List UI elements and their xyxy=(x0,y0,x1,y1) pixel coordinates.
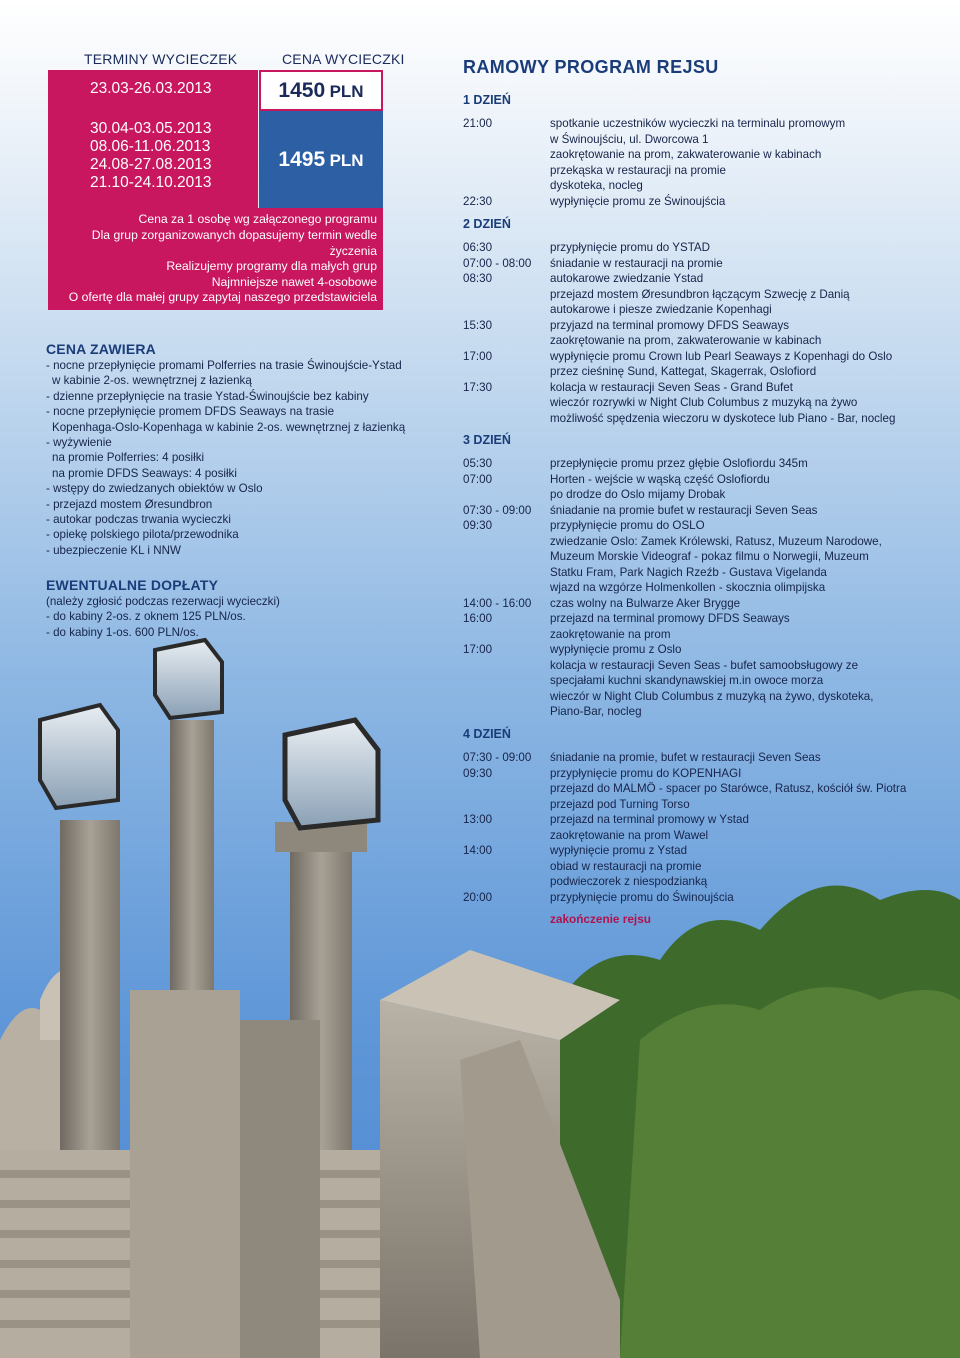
schedule-row xyxy=(463,503,923,519)
schedule-time xyxy=(463,673,550,689)
schedule-time: 17:00 xyxy=(463,643,493,656)
schedule-time: 08:30 xyxy=(463,272,493,285)
schedule-row xyxy=(463,642,923,658)
schedule-time: 07:30 - 09:00 xyxy=(463,503,532,517)
schedule-time: 17:30 xyxy=(463,380,493,394)
schedule-time xyxy=(463,658,550,674)
date-first: 23.03-26.03.2013 xyxy=(90,80,212,97)
schedule-description: przypłynięcie promu do YSTAD xyxy=(550,241,711,254)
schedule-description: przypłynięcie promu do Świnoujścia xyxy=(550,890,734,904)
schedule-description: specjałami kuchni skandynawskiej m.in owoce morza xyxy=(550,674,824,687)
schedule-description: przypłynięcie promu do OSLO xyxy=(550,519,705,532)
schedule-description: zaokrętowanie na prom, zakwaterowanie w kabinach xyxy=(550,148,822,161)
schedule-row xyxy=(463,828,923,844)
schedule-description: wypłynięcie promu ze Świnoujścia xyxy=(550,194,726,208)
schedule-description: możliwość spędzenia wieczoru w dyskotece lub Piano - Bar, nocleg xyxy=(550,411,896,425)
schedule-row xyxy=(463,147,923,163)
schedule-row xyxy=(463,132,923,148)
includes-item: - ubezpieczenie KL i NNW xyxy=(46,543,181,557)
schedule-description: przekąska w restauracji na promie xyxy=(550,163,726,177)
schedule-row xyxy=(463,843,923,859)
schedule-time: 22:30 xyxy=(463,194,493,208)
includes-title: CENA ZAWIERA xyxy=(46,341,156,357)
schedule-time xyxy=(463,689,550,705)
day-label: 4 DZIEŃ xyxy=(463,727,511,741)
schedule-row xyxy=(463,704,923,720)
schedule-row xyxy=(463,395,923,411)
schedule-row xyxy=(463,487,923,503)
schedule-row xyxy=(463,194,923,210)
dates-box xyxy=(48,70,258,208)
schedule-row xyxy=(463,890,923,906)
schedule-description: zaokrętowanie na prom Wawel xyxy=(550,828,709,842)
schedule-time: 09:30 xyxy=(463,766,493,780)
includes-list xyxy=(46,358,416,558)
schedule-description: po drodze do Oslo mijamy Drobak xyxy=(550,488,726,501)
schedule-time: 07:00 - 08:00 xyxy=(463,256,532,270)
includes-item: - opiekę polskiego pilota/przewodnika xyxy=(46,528,239,542)
schedule-description: Piano-Bar, nocleg xyxy=(550,705,642,718)
schedule-description: śniadanie na promie, bufet w restauracji Seven Seas xyxy=(550,751,821,764)
extras-item: - do kabiny 2-os. z oknem 125 PLN/os. xyxy=(46,610,246,624)
schedule-time: 13:00 xyxy=(463,813,493,826)
schedule-row xyxy=(463,271,923,287)
schedule-row xyxy=(463,333,923,349)
schedule-description: zwiedzanie Oslo: Zamek Królewski, Ratusz, Muzeum Narodowe, xyxy=(550,534,882,548)
note-line: Realizujemy programy dla małych grup xyxy=(166,259,377,273)
schedule-description: przejazd pod Turning Torso xyxy=(550,797,690,811)
schedule-description: kolacja w restauracji Seven Seas - bufet samoobsługowy ze xyxy=(550,658,859,672)
schedule-row xyxy=(463,364,923,380)
schedule-row xyxy=(463,673,923,689)
extras-item: - do kabiny 1-os. 600 PLN/os. xyxy=(46,625,199,639)
schedule-description: wypłynięcie promu Crown lub Pearl Seaways z Kopenhagi do Oslo xyxy=(550,349,893,363)
schedule-time xyxy=(463,859,550,875)
note-line: Najmniejsze nawet 4-osobowe xyxy=(211,275,377,289)
schedule-time: 14:00 xyxy=(463,844,493,857)
schedule-row xyxy=(463,627,923,643)
schedule-row xyxy=(463,781,923,797)
schedule-row xyxy=(463,534,923,550)
day-label: 2 DZIEŃ xyxy=(463,217,511,231)
schedule-time xyxy=(463,163,550,179)
date-item: 24.08-27.08.2013 xyxy=(90,156,212,173)
schedule-description: przejazd do MALMÖ - spacer po Starówce, Ratusz, kościół św. Piotra xyxy=(550,782,907,795)
schedule-time: 06:30 xyxy=(463,241,493,254)
schedule-row xyxy=(463,750,923,766)
extras-list xyxy=(46,594,416,640)
schedule-time xyxy=(463,704,550,720)
date-item: 08.06-11.06.2013 xyxy=(90,138,211,155)
day-schedule xyxy=(463,116,923,209)
schedule-row xyxy=(463,611,923,627)
price-value: 1450 xyxy=(278,79,326,102)
schedule-row xyxy=(463,256,923,272)
schedule-row xyxy=(463,116,923,132)
schedule-description: czas wolny na Bulwarze Aker Brygge xyxy=(550,596,741,610)
schedule-description: śniadanie w restauracji na promie xyxy=(550,256,723,270)
schedule-time: 21:00 xyxy=(463,117,493,130)
schedule-description: Statku Fram, Park Nagich Rzeźb - Gustava Vigelanda xyxy=(550,565,827,579)
schedule-time xyxy=(463,874,550,890)
schedule-time xyxy=(463,132,550,148)
schedule-time: 15:30 xyxy=(463,318,493,332)
schedule-time xyxy=(463,565,550,581)
schedule-time: 09:30 xyxy=(463,519,493,532)
schedule-description: kolacja w restauracji Seven Seas - Grand Bufet xyxy=(550,380,793,394)
schedule-row xyxy=(463,518,923,534)
schedule-row xyxy=(463,689,923,705)
note-line: Dla grup zorganizowanych dopasujemy termin wedle życzenia xyxy=(91,228,377,258)
schedule-time: 20:00 xyxy=(463,890,493,904)
schedule-time xyxy=(463,580,550,596)
extras-item: (należy zgłosić podczas rezerwacji wycieczki) xyxy=(46,595,280,608)
schedule-row xyxy=(463,797,923,813)
includes-item: - nocne przepłynięcie promem DFDS Seaways na trasie xyxy=(46,405,335,419)
schedule-time xyxy=(463,487,550,503)
includes-item: - wyżywienie xyxy=(46,436,112,450)
schedule-row xyxy=(463,580,923,596)
schedule-description: przypłynięcie promu do KOPENHAGI xyxy=(550,766,742,780)
includes-item: na promie Polferries: 4 posiłki xyxy=(52,451,205,465)
schedule-time xyxy=(463,147,550,163)
schedule-description: Horten - wejście w wąską część Oslofiordu xyxy=(550,472,770,486)
schedule-description: w Świnoujściu, ul. Dworcowa 1 xyxy=(550,132,709,146)
schedule-description: przejazd na terminal promowy w Ystad xyxy=(550,813,749,826)
date-item: 21.10-24.10.2013 xyxy=(90,174,212,191)
extras-title: EWENTUALNE DOPŁATY xyxy=(46,577,219,593)
note-line: O ofertę dla małej grupy zapytaj naszego przedstawiciela xyxy=(68,290,377,304)
trip-end: zakończenie rejsu xyxy=(550,912,651,926)
price-first xyxy=(259,70,383,111)
schedule-time: 05:30 xyxy=(463,457,493,470)
price-value: 1495 xyxy=(278,148,326,171)
schedule-row xyxy=(463,859,923,875)
schedule-row xyxy=(463,178,923,194)
day-label: 1 DZIEŃ xyxy=(463,93,511,107)
includes-item: Kopenhaga-Oslo-Kopenhaga w kabinie 2-os. wewnętrznej z łazienką xyxy=(52,420,406,434)
schedule-description: wypłynięcie promu z Oslo xyxy=(550,643,682,656)
price-currency: PLN xyxy=(329,151,364,170)
program-title: RAMOWY PROGRAM REJSU xyxy=(463,57,719,77)
schedule-time: 17:00 xyxy=(463,349,493,363)
includes-item: - dzienne przepłynięcie na trasie Ystad-Świnoujście bez kabiny xyxy=(46,389,369,403)
schedule-time: 07:00 xyxy=(463,472,493,486)
notes-box xyxy=(48,208,383,310)
schedule-description: śniadanie na promie bufet w restauracji Seven Seas xyxy=(550,503,818,517)
schedule-row xyxy=(463,549,923,565)
schedule-time: 16:00 xyxy=(463,612,493,625)
schedule-description: wieczór rozrywki w Night Club Columbus z muzyką na żywo xyxy=(550,396,858,409)
day-schedule xyxy=(463,750,923,905)
schedule-time: 14:00 - 16:00 xyxy=(463,596,532,610)
price-currency: PLN xyxy=(329,82,364,101)
schedule-row xyxy=(463,163,923,179)
schedule-row xyxy=(463,349,923,365)
price-second xyxy=(259,111,383,208)
schedule-row xyxy=(463,380,923,396)
schedule-description: wieczór w Night Club Columbus z muzyką na żywo, dyskoteka, xyxy=(550,689,874,703)
schedule-description: wypłynięcie promu z Ystad xyxy=(550,844,688,857)
schedule-time xyxy=(463,797,550,813)
schedule-description: przejazd na terminal promowy DFDS Seaways xyxy=(550,612,790,625)
includes-item: w kabinie 2-os. wewnętrznej z łazienką xyxy=(52,374,252,388)
schedule-time xyxy=(463,781,550,797)
includes-section xyxy=(46,341,416,558)
schedule-row xyxy=(463,287,923,303)
schedule-row xyxy=(463,812,923,828)
extras-section xyxy=(46,577,416,640)
includes-item: na promie DFDS Seaways: 4 posiłki xyxy=(52,466,237,480)
schedule-time xyxy=(463,178,550,194)
schedule-row xyxy=(463,240,923,256)
includes-item: - nocne przepłynięcie promami Polferries na trasie Świnoujście-Ystad xyxy=(46,359,402,372)
schedule-time xyxy=(463,549,550,565)
includes-item: - autokar podczas trwania wycieczki xyxy=(46,513,231,527)
schedule-time xyxy=(463,534,550,550)
date-item: 30.04-03.05.2013 xyxy=(90,120,212,137)
schedule-time xyxy=(463,287,550,303)
terms-header: TERMINY WYCIECZEK xyxy=(84,51,238,67)
schedule-row xyxy=(463,596,923,612)
day-schedule xyxy=(463,240,923,426)
schedule-description: podwieczorek z niespodzianką xyxy=(550,875,708,888)
schedule-description: zaokrętowanie na prom xyxy=(550,627,671,641)
schedule-time xyxy=(463,395,550,411)
schedule-time xyxy=(463,411,550,427)
schedule-description: dyskoteka, nocleg xyxy=(550,179,643,192)
schedule-time xyxy=(463,364,550,380)
schedule-row xyxy=(463,456,923,472)
schedule-row xyxy=(463,766,923,782)
schedule-description: autokarowe zwiedzanie Ystad xyxy=(550,272,704,285)
includes-item: - wstępy do zwiedzanych obiektów w Oslo xyxy=(46,482,263,496)
schedule-description: przez cieśninę Sund, Kattegat, Skagerrak, Oslofiord xyxy=(550,365,817,378)
schedule-time xyxy=(463,333,550,349)
schedule-description: przejazd mostem Øresundbron łączącym Szwecję z Danią xyxy=(550,287,850,301)
schedule-description: Muzeum Morskie Videograf - pokaz filmu o Norwegii, Muzeum xyxy=(550,550,869,563)
schedule-row xyxy=(463,565,923,581)
schedule-description: przyjazd na terminal promowy DFDS Seaways xyxy=(550,318,790,332)
schedule-time: 07:30 - 09:00 xyxy=(463,751,532,764)
schedule-row xyxy=(463,318,923,334)
schedule-time xyxy=(463,828,550,844)
schedule-time xyxy=(463,627,550,643)
includes-item: - przejazd mostem Øresundbron xyxy=(46,497,213,511)
schedule-description: zaokrętowanie na prom, zakwaterowanie w kabinach xyxy=(550,334,822,347)
schedule-row xyxy=(463,302,923,318)
schedule-row xyxy=(463,658,923,674)
schedule-time xyxy=(463,302,550,318)
schedule-row xyxy=(463,472,923,488)
schedule-description: autokarowe i piesze zwiedzanie Kopenhagi xyxy=(550,303,772,316)
schedule-row xyxy=(463,411,923,427)
day-schedule xyxy=(463,456,923,720)
schedule-description: przepłynięcie promu przez głębie Oslofiordu 345m xyxy=(550,457,808,470)
price-header: CENA WYCIECZKI xyxy=(282,51,405,67)
schedule-row xyxy=(463,874,923,890)
schedule-description: spotkanie uczestników wycieczki na terminalu promowym xyxy=(550,117,846,130)
note-line: Cena za 1 osobę wg załączonego programu xyxy=(138,212,377,226)
dates-second-group xyxy=(90,120,212,192)
day-label: 3 DZIEŃ xyxy=(463,433,511,447)
schedule-description: obiad w restauracji na promie xyxy=(550,859,702,873)
schedule-description: wjazd na wzgórze Holmenkollen - skocznia olimpijska xyxy=(550,581,826,594)
